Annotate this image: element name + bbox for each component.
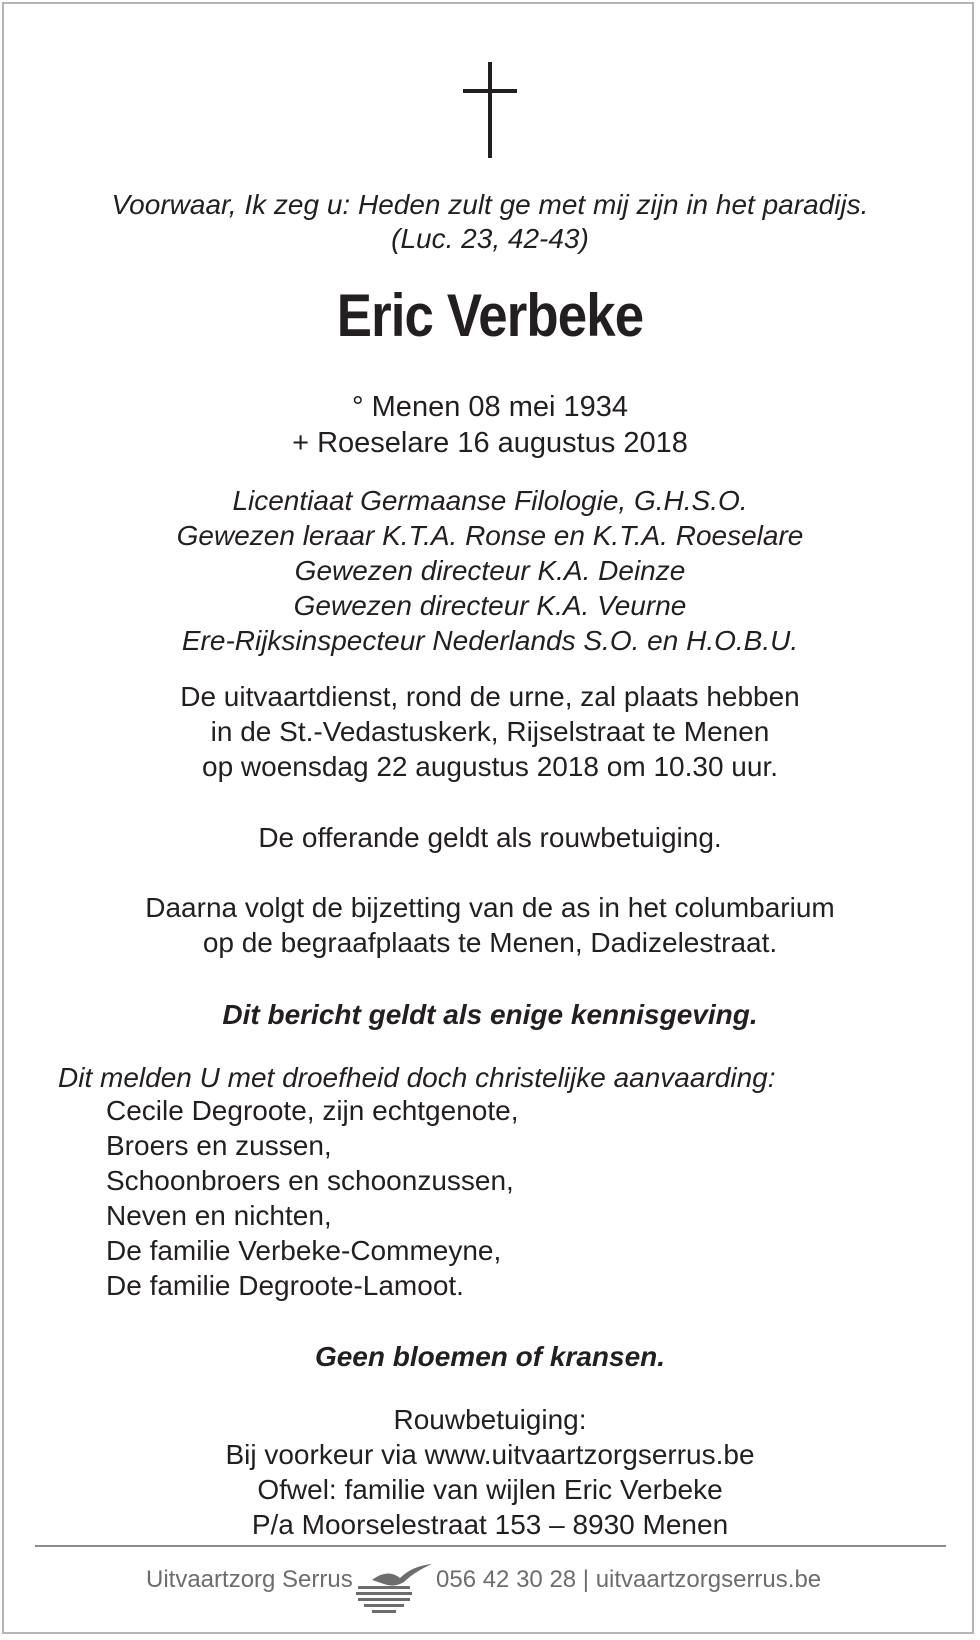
title-line: Gewezen directeur K.A. Deinze	[294, 555, 686, 586]
condolence-website: Bij voorkeur via www.uitvaartzorgserrus.be	[225, 1439, 755, 1470]
family-member: Neven en nichten,	[106, 1200, 332, 1231]
family-member: Cecile Degroote, zijn echtgenote,	[106, 1095, 519, 1126]
titles-list	[0, 483, 980, 658]
title-line: Ere-Rijksinspecteur Nederlands S.O. en H.O.B.U.	[181, 625, 799, 656]
quote-reference: (Luc. 23, 42-43)	[391, 223, 589, 254]
bible-quote	[0, 188, 980, 256]
service-line: op woensdag 22 augustus 2018 om 10.30 uur.	[202, 751, 778, 782]
cross-icon	[463, 62, 517, 158]
death-date: + Roeselare 16 augustus 2018	[292, 427, 688, 459]
notice-text: Dit bericht geldt als enige kennisgeving.	[222, 999, 758, 1030]
service-line: De uitvaartdienst, rond de urne, zal plaats hebben	[180, 681, 800, 712]
title-line: Licentiaat Germaanse Filologie, G.H.S.O.	[232, 485, 748, 516]
birth-date: ° Menen 08 mei 1934	[352, 391, 628, 423]
family-member: Broers en zussen,	[106, 1130, 332, 1161]
announcement-text: Dit melden U met droefheid doch christelijke aanvaarding:	[58, 1062, 776, 1093]
seagull-logo-icon	[354, 1558, 434, 1614]
service-line: in de St.-Vedastuskerk, Rijselstraat te Menen	[210, 716, 770, 747]
life-dates	[0, 389, 980, 461]
no-flowers-text: Geen bloemen of kransen.	[314, 1341, 666, 1372]
quote-text: Voorwaar, Ik zeg u: Heden zult ge met mij zijn in het paradijs.	[111, 189, 869, 220]
family-member: De familie Degroote-Lamoot.	[106, 1270, 464, 1301]
title-line: Gewezen leraar K.T.A. Ronse en K.T.A. Roeselare	[176, 520, 804, 551]
funeral-service	[0, 679, 980, 784]
title-line: Gewezen directeur K.A. Veurne	[293, 590, 687, 621]
burial-line: Daarna volgt de bijzetting van de as in het columbarium	[145, 892, 835, 923]
footer-company: Uitvaartzorg Serrus	[146, 1566, 353, 1593]
condolence-family: Ofwel: familie van wijlen Eric Verbeke	[257, 1474, 723, 1505]
family-list	[106, 1093, 518, 1303]
deceased-name: Eric Verbeke	[336, 282, 644, 349]
condolence-heading: Rouwbetuiging:	[393, 1404, 587, 1435]
burial-info	[0, 890, 980, 960]
offering-text: De offerande geldt als rouwbetuiging.	[258, 822, 722, 853]
family-member: Schoonbroers en schoonzussen,	[106, 1165, 514, 1196]
condolence-address: P/a Moorselestraat 153 – 8930 Menen	[251, 1509, 729, 1540]
family-member: De familie Verbeke-Commeyne,	[106, 1235, 502, 1266]
footer-contact: 056 42 30 28 | uitvaartzorgserrus.be	[436, 1566, 822, 1593]
burial-line: op de begraafplaats te Menen, Dadizelestraat.	[202, 927, 778, 958]
condolence-info	[0, 1402, 980, 1542]
footer-divider	[35, 1545, 946, 1547]
